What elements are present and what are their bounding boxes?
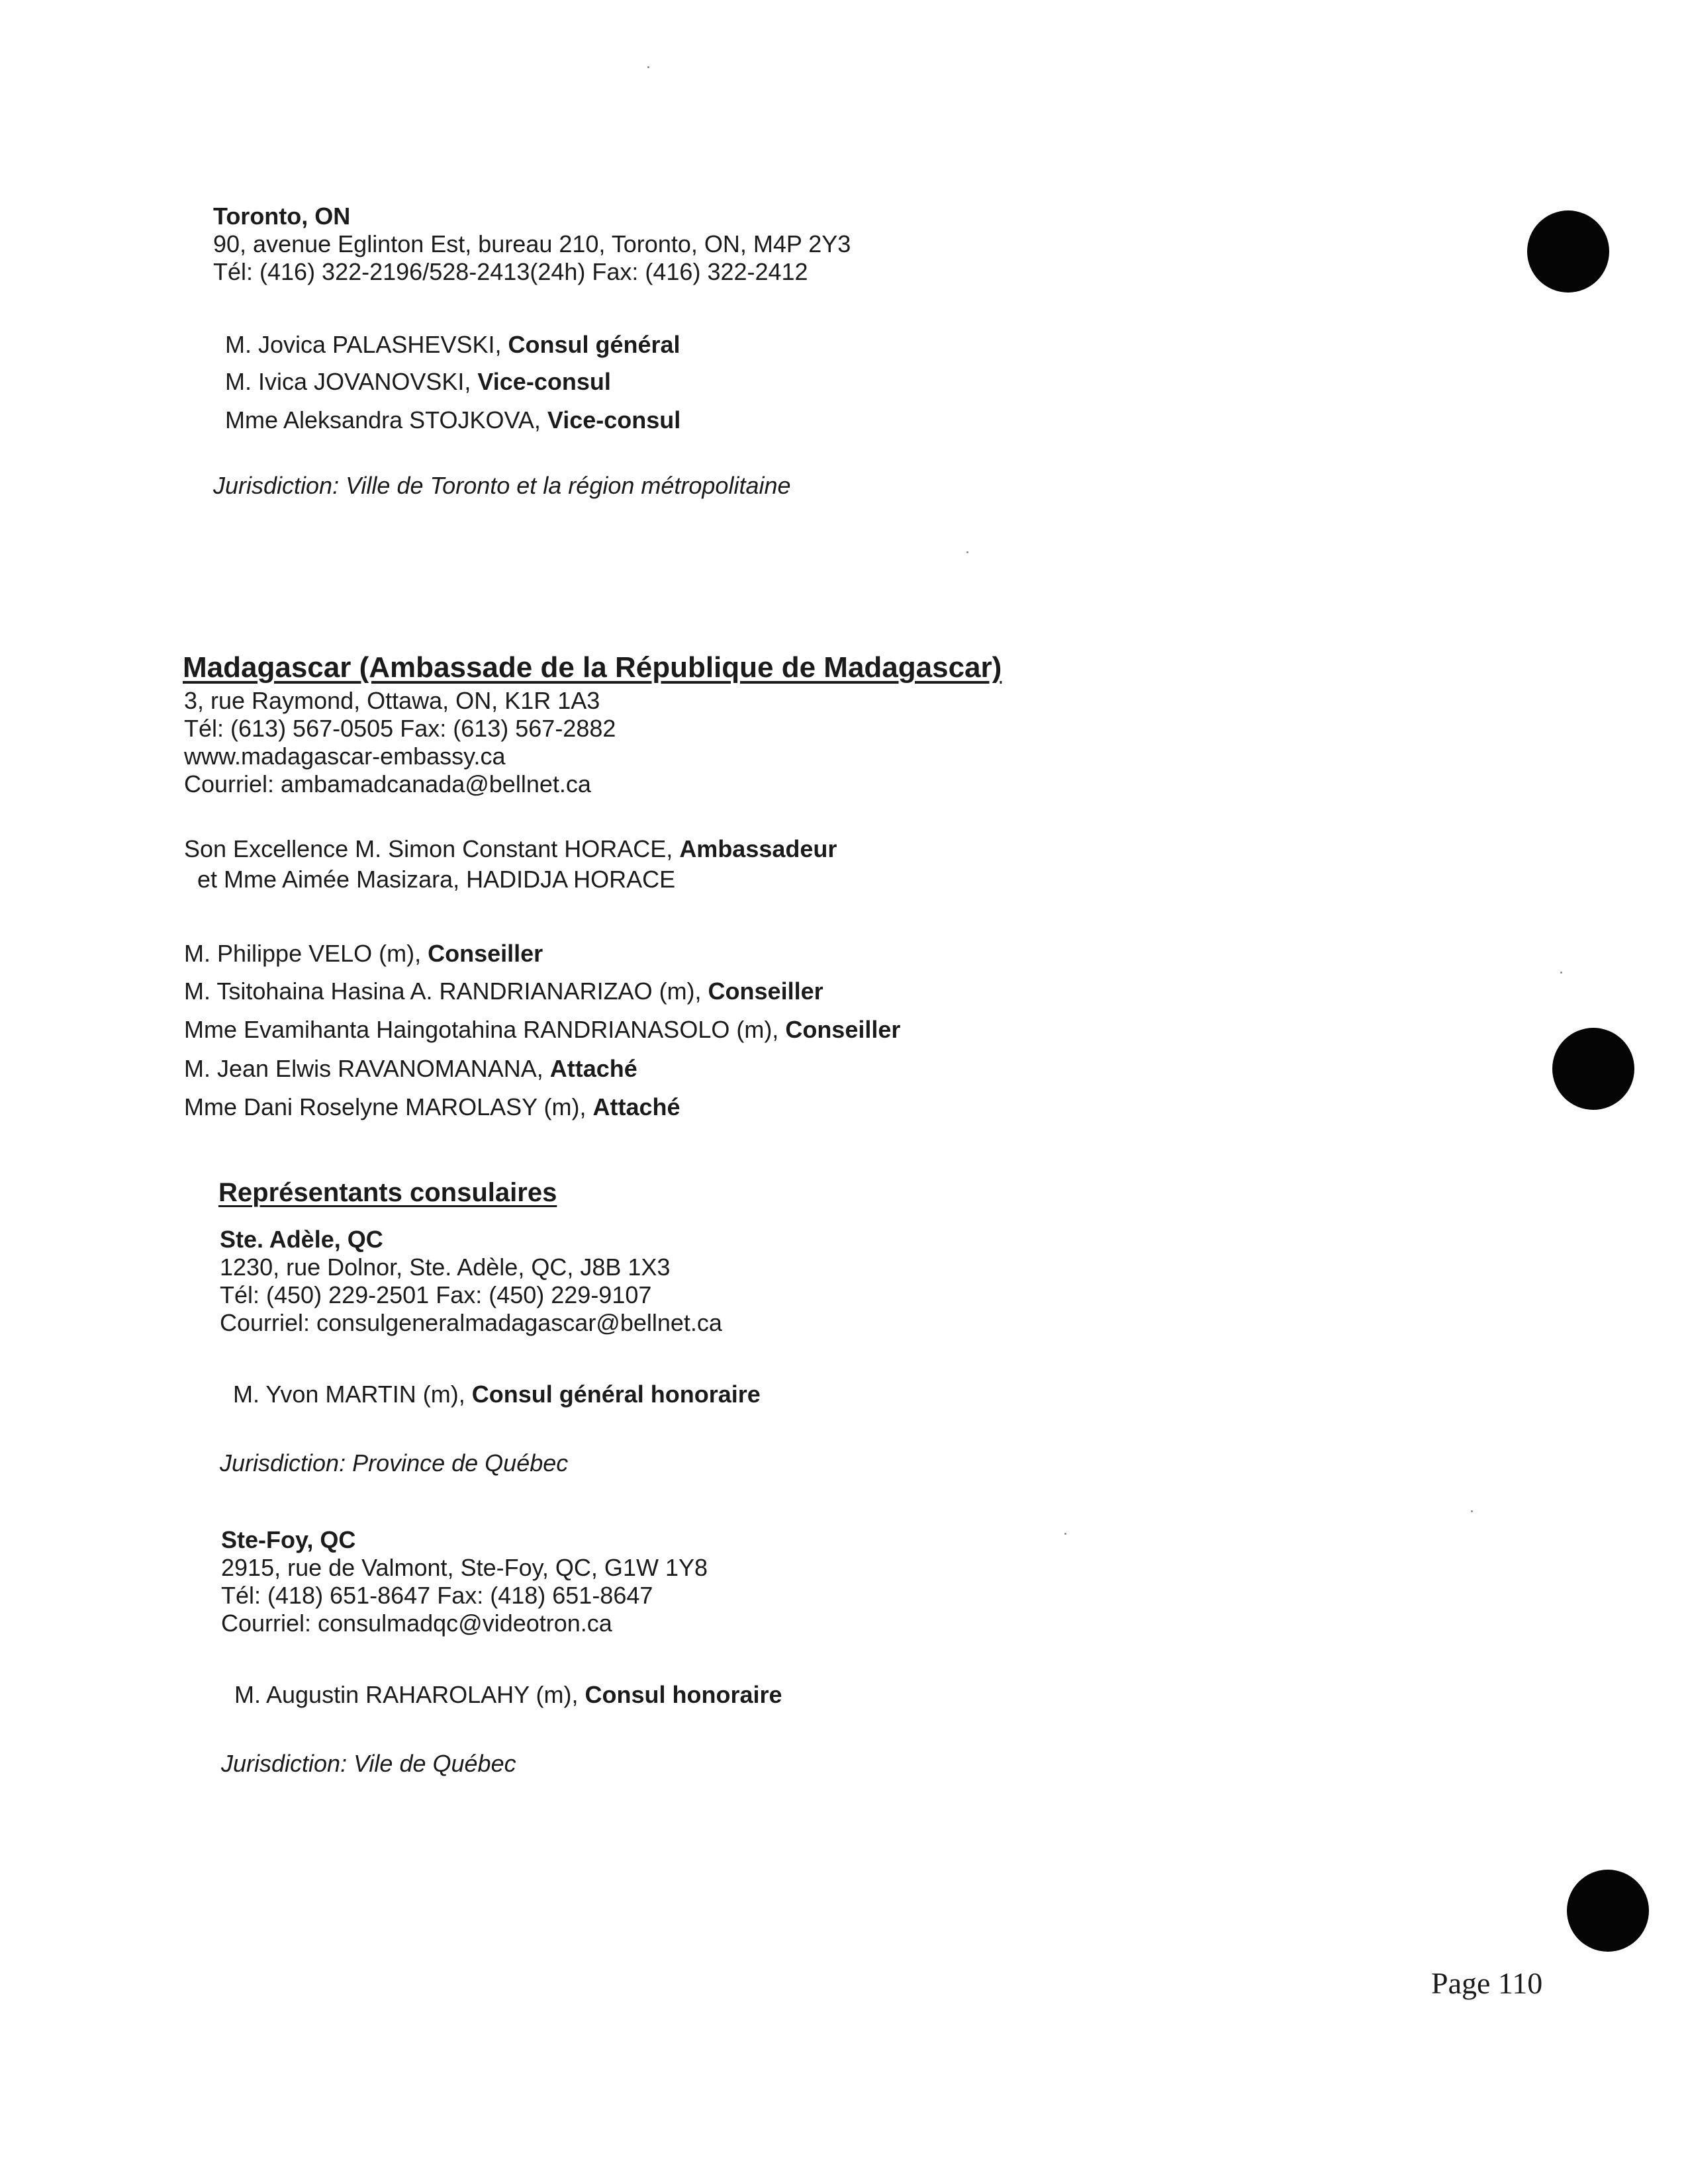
madagascar-phone: Tél: (613) 567-0505 Fax: (613) 567-2882 bbox=[184, 715, 616, 742]
ambassador-title: Ambassadeur bbox=[679, 835, 837, 862]
madagascar-website: www.madagascar-embassy.ca bbox=[184, 743, 506, 770]
staff-name: M. Jean Elwis RAVANOMANANA, bbox=[184, 1055, 550, 1082]
consul-title: Consul honoraire bbox=[585, 1681, 782, 1708]
scan-speck bbox=[966, 551, 968, 553]
toronto-city: Toronto, ON bbox=[213, 203, 351, 230]
punch-hole-top bbox=[1527, 210, 1609, 293]
toronto-jurisdiction: Jurisdiction: Ville de Toronto et la région métropolitaine bbox=[213, 472, 791, 499]
consul-name: M. Yvon MARTIN (m), bbox=[233, 1381, 472, 1408]
staff-name: Mme Evamihanta Haingotahina RANDRIANASOLO (m), bbox=[184, 1016, 786, 1043]
madagascar-staff-2 bbox=[184, 978, 823, 1005]
consulate-1-email: Courriel: consulgeneralmadagascar@bellnet.ca bbox=[220, 1309, 722, 1336]
staff-title: Attaché bbox=[592, 1093, 680, 1120]
staff-title: Consul général bbox=[508, 331, 680, 358]
toronto-address: 90, avenue Eglinton Est, bureau 210, Toronto, ON, M4P 2Y3 bbox=[213, 230, 851, 257]
consul-title: Consul général honoraire bbox=[471, 1381, 761, 1408]
madagascar-email: Courriel: ambamadcanada@bellnet.ca bbox=[184, 770, 591, 797]
madagascar-staff-4 bbox=[184, 1055, 637, 1083]
staff-name: Mme Dani Roselyne MAROLASY (m), bbox=[184, 1093, 593, 1120]
scan-speck bbox=[647, 66, 649, 68]
consulate-2-email: Courriel: consulmadqc@videotron.ca bbox=[221, 1610, 612, 1637]
toronto-phone: Tél: (416) 322-2196/528-2413(24h) Fax: (416) 322-2412 bbox=[213, 258, 808, 285]
staff-title: Attaché bbox=[549, 1055, 637, 1082]
scan-speck bbox=[1471, 1510, 1473, 1512]
staff-title: Conseiller bbox=[708, 978, 823, 1005]
madagascar-heading: Madagascar (Ambassade de la République de Madagascar) bbox=[183, 651, 1002, 684]
consulate-2-jurisdiction: Jurisdiction: Vile de Québec bbox=[221, 1750, 516, 1777]
staff-title: Vice-consul bbox=[477, 368, 611, 395]
staff-name: M. Jovica PALASHEVSKI, bbox=[225, 331, 508, 358]
madagascar-spouse: et Mme Aimée Masizara, HADIDJA HORACE bbox=[197, 866, 676, 893]
staff-name: Mme Aleksandra STOJKOVA, bbox=[225, 406, 547, 433]
consulate-1-city: Ste. Adèle, QC bbox=[220, 1226, 383, 1253]
punch-hole-middle bbox=[1552, 1028, 1634, 1110]
staff-title: Conseiller bbox=[785, 1016, 901, 1043]
toronto-staff-3 bbox=[225, 406, 680, 434]
consular-heading: Représentants consulaires bbox=[218, 1178, 557, 1207]
toronto-staff-1 bbox=[225, 331, 680, 359]
consulate-1-address: 1230, rue Dolnor, Ste. Adèle, QC, J8B 1X3 bbox=[220, 1253, 671, 1281]
scan-speck bbox=[1064, 1533, 1066, 1535]
staff-name: M. Ivica JOVANOVSKI, bbox=[225, 368, 478, 395]
page-number: Page 110 bbox=[1431, 1966, 1543, 2000]
consul-name: M. Augustin RAHAROLAHY (m), bbox=[234, 1681, 585, 1708]
consulate-2-address: 2915, rue de Valmont, Ste-Foy, QC, G1W 1Y8 bbox=[221, 1554, 708, 1581]
staff-title: Conseiller bbox=[428, 940, 543, 967]
staff-name: M. Tsitohaina Hasina A. RANDRIANARIZAO (m), bbox=[184, 978, 708, 1005]
ambassador-name: Son Excellence M. Simon Constant HORACE, bbox=[184, 835, 680, 862]
madagascar-ambassador bbox=[184, 835, 837, 863]
staff-name: M. Philippe VELO (m), bbox=[184, 940, 428, 967]
consulate-2-person bbox=[234, 1681, 782, 1709]
madagascar-staff-1 bbox=[184, 940, 543, 968]
consulate-2-city: Ste-Foy, QC bbox=[221, 1526, 356, 1553]
consulate-1-phone: Tél: (450) 229-2501 Fax: (450) 229-9107 bbox=[220, 1281, 652, 1308]
consulate-1-person bbox=[233, 1381, 761, 1408]
consulate-2-phone: Tél: (418) 651-8647 Fax: (418) 651-8647 bbox=[221, 1582, 653, 1609]
scan-speck bbox=[1560, 972, 1562, 974]
punch-hole-bottom bbox=[1567, 1870, 1649, 1952]
consulate-1-jurisdiction: Jurisdiction: Province de Québec bbox=[220, 1449, 569, 1477]
staff-title: Vice-consul bbox=[547, 406, 681, 433]
madagascar-address: 3, rue Raymond, Ottawa, ON, K1R 1A3 bbox=[184, 687, 600, 714]
madagascar-staff-3 bbox=[184, 1016, 900, 1044]
madagascar-staff-5 bbox=[184, 1093, 680, 1121]
toronto-staff-2 bbox=[225, 368, 611, 396]
